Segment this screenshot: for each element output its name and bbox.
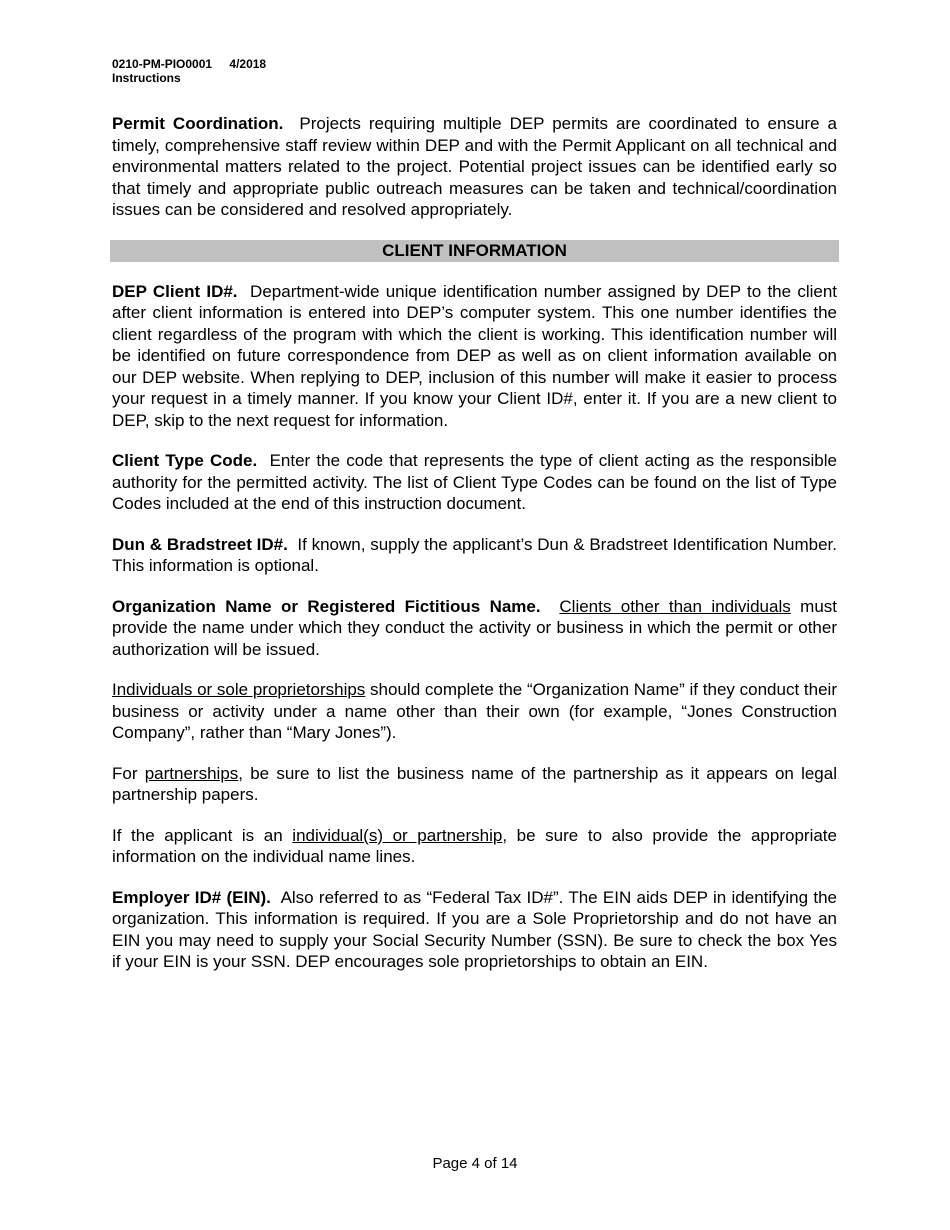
applicant-text: , be sure to also provide the appropriate information on the individual name lines. <box>112 825 837 866</box>
organization-name-paragraph <box>112 596 837 661</box>
ein-text: Also referred to as “Federal Tax ID#”. The EIN aids DEP in identifying the organization. This information is required. If you are a Sole Proprietorship and do not have an EIN you may need to supply your Social Security Number (SSN). Be sure to check the box Yes if your EIN is your SSN. DEP encourages sole proprietorships to obtain an EIN. <box>112 887 837 971</box>
partnerships-underline: partnerships <box>144 763 239 783</box>
form-id: 0210-PM-PIO0001 <box>112 57 213 71</box>
applicant-underline: individual(s) or partnership <box>292 825 503 845</box>
individuals-paragraph <box>112 679 837 744</box>
ein-term: Employer ID# (EIN). <box>112 887 271 907</box>
permit-coordination-text: Projects requiring multiple DEP permits are coordinated to ensure a timely, comprehensive staff review within DEP and with the Permit Applicant on all technical and environmental matters related to the project. Potential project issues can be identified early so that timely and appropriate public outreach measures can be taken and technical/coordination issues can be considered and resolved appropriately. <box>112 114 837 219</box>
document-header <box>112 57 266 85</box>
client-type-term: Client Type Code. <box>112 451 258 470</box>
partnerships-text: , be sure to list the business name of the partnership as it appears on legal partnership papers. <box>112 763 837 804</box>
client-id-paragraph <box>112 281 837 432</box>
form-date: 4/2018 <box>229 57 267 71</box>
organization-name-underline: Clients other than individuals <box>559 596 791 616</box>
applicant-paragraph <box>112 825 837 868</box>
ein-paragraph <box>112 887 837 973</box>
applicant-prefix: If the applicant is an <box>112 825 283 845</box>
partnerships-paragraph <box>112 763 837 806</box>
header-subtitle: Instructions <box>112 71 181 85</box>
document-body <box>112 113 837 992</box>
organization-name-term: Organization Name or Registered Fictitious Name. <box>112 596 541 616</box>
dun-bradstreet-paragraph <box>112 534 837 577</box>
dun-bradstreet-text: If known, supply the applicant’s Dun & Bradstreet Identification Number. This information is optional. <box>112 534 837 575</box>
dun-bradstreet-term: Dun & Bradstreet ID#. <box>112 534 288 554</box>
individuals-text: should complete the “Organization Name” if they conduct their business or activity under a name other than their own (for example, “Jones Construction Company”, rather than “Mary Jones”). <box>112 680 837 742</box>
page-number: Page 4 of 14 <box>432 1155 518 1172</box>
individuals-underline: Individuals or sole proprietorships <box>112 680 366 699</box>
client-id-term: DEP Client ID#. <box>112 281 238 301</box>
client-type-text: Enter the code that represents the type of client acting as the responsible authority for the permitted activity. The list of Client Type Codes can be found on the list of Type Codes included at the end of this instruction document. <box>112 451 837 513</box>
partnerships-prefix: For <box>112 763 138 783</box>
permit-coordination-paragraph <box>112 113 837 221</box>
section-title: CLIENT INFORMATION <box>110 240 839 262</box>
organization-name-text: must provide the name under which they conduct the activity or business in which the permit or other authorization will be issued. <box>112 596 837 659</box>
permit-coordination-term: Permit Coordination. <box>112 114 284 133</box>
client-id-text: Department-wide unique identification number assigned by DEP to the client after client information is entered into DEP’s computer system. This one number identifies the client regardless of the program with which the client is working. This identification number will be identified on future correspondence from DEP as well as on client information available on our DEP website. When replying to DEP, inclusion of this number will make it easier to process your request in a timely manner. If you know your Client ID#, enter it. If you are a new client to DEP, skip to the next request for information. <box>112 281 838 430</box>
client-type-paragraph <box>112 450 837 515</box>
